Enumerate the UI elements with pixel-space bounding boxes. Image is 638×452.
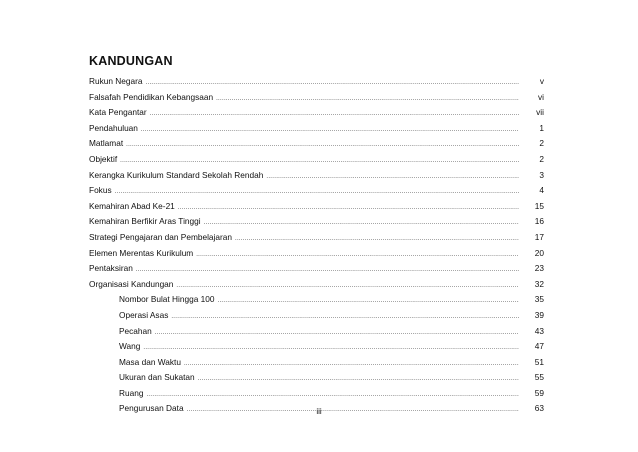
toc-entry[interactable] [89,90,544,106]
toc-subentry-page: 59 [534,387,544,398]
page-title: KANDUNGAN [89,54,173,68]
toc-entry[interactable] [89,277,544,293]
toc-subentry[interactable] [89,324,544,340]
toc-subentry-page: 51 [534,356,544,367]
toc-entry-page: 2 [539,138,544,149]
dot-leader [178,201,519,217]
dot-leader [184,357,519,373]
toc-entry[interactable] [89,105,544,121]
toc-entry-page: 4 [539,185,544,196]
toc-entry-label: Pentaksiran [89,263,133,274]
dot-leader [115,185,519,201]
toc-entry-label: Strategi Pengajaran dan Pembelajaran [89,231,232,242]
dot-leader [216,92,519,108]
toc-entry-page: 23 [534,263,544,274]
table-of-contents [89,74,544,417]
toc-entry-page: 32 [534,278,544,289]
toc-subentry-page: 55 [534,372,544,383]
toc-subentry-page: 35 [534,294,544,305]
toc-subentry-label: Wang [119,341,141,352]
toc-entry-page: v [539,76,544,86]
toc-entry-label: Falsafah Pendidikan Kebangsaan [89,91,214,102]
toc-entry-label: Matlamat [89,138,124,149]
toc-entry-label: Kerangka Kurikulum Standard Sekolah Rendah [89,169,264,180]
dot-leader [136,263,519,279]
toc-subentry-page: 47 [534,341,544,352]
dot-leader [204,216,519,232]
dot-leader [266,170,519,186]
toc-subentry-label: Operasi Asas [119,309,169,320]
toc-entry[interactable] [89,199,544,215]
toc-entry-label: Kata Pengantar [89,107,147,118]
toc-entry-page: 16 [534,216,544,227]
toc-entry-page: 1 [539,122,544,133]
toc-entry-page: 15 [534,200,544,211]
toc-subentry-page: 39 [534,309,544,320]
toc-entry[interactable] [89,74,544,90]
toc-entry-label: Kemahiran Berfikir Aras Tinggi [89,216,201,227]
toc-entry-label: Organisasi Kandungan [89,278,174,289]
dot-leader [146,388,519,404]
dot-leader [143,341,519,357]
toc-subentry-label: Ruang [119,387,144,398]
dot-leader [150,107,519,123]
toc-subentry[interactable] [89,386,544,402]
toc-entry-page: vii [536,107,544,118]
page-number: iii [316,407,322,416]
dot-leader [196,248,519,264]
toc-entry-page: 17 [534,231,544,242]
toc-subentry[interactable] [89,370,544,386]
toc-entry-label: Objektif [89,153,118,164]
toc-entry-page: 2 [539,153,544,164]
toc-entry[interactable] [89,246,544,262]
toc-subentry-label: Pecahan [119,325,152,336]
toc-entry-label: Elemen Merentas Kurikulum [89,247,194,258]
toc-entry-label: Pendahuluan [89,122,138,133]
dot-leader [217,294,519,310]
toc-entry[interactable] [89,168,544,184]
toc-entry-page: vi [538,91,544,102]
toc-subentry[interactable] [89,355,544,371]
dot-leader [171,310,519,326]
toc-subentry-label: Masa dan Waktu [119,356,181,367]
toc-entry-label: Fokus [89,185,112,196]
toc-subentry-label: Nombor Bulat Hingga 100 [119,294,215,305]
toc-entry[interactable] [89,230,544,246]
toc-entry-page: 3 [539,169,544,180]
toc-subentry-page: 63 [534,403,544,414]
toc-entry[interactable] [89,261,544,277]
toc-entry[interactable] [89,183,544,199]
toc-entry[interactable] [89,214,544,230]
toc-entry[interactable] [89,121,544,137]
dot-leader [155,326,519,342]
dot-leader [141,123,519,139]
dot-leader [235,232,519,248]
toc-entry-page: 20 [534,247,544,258]
toc-subentry[interactable] [89,339,544,355]
toc-entry[interactable] [89,136,544,152]
toc-entry-label: Rukun Negara [89,76,143,86]
dot-leader [176,279,519,295]
toc-subentry[interactable] [89,292,544,308]
toc-subentry-page: 43 [534,325,544,336]
toc-subentry[interactable] [89,308,544,324]
dot-leader [126,138,519,154]
toc-entry[interactable] [89,152,544,168]
dot-leader [198,372,519,388]
toc-entry-label: Kemahiran Abad Ke-21 [89,200,175,211]
toc-subentry-label: Pengurusan Data [119,403,184,414]
toc-subentry-label: Ukuran dan Sukatan [119,372,195,383]
